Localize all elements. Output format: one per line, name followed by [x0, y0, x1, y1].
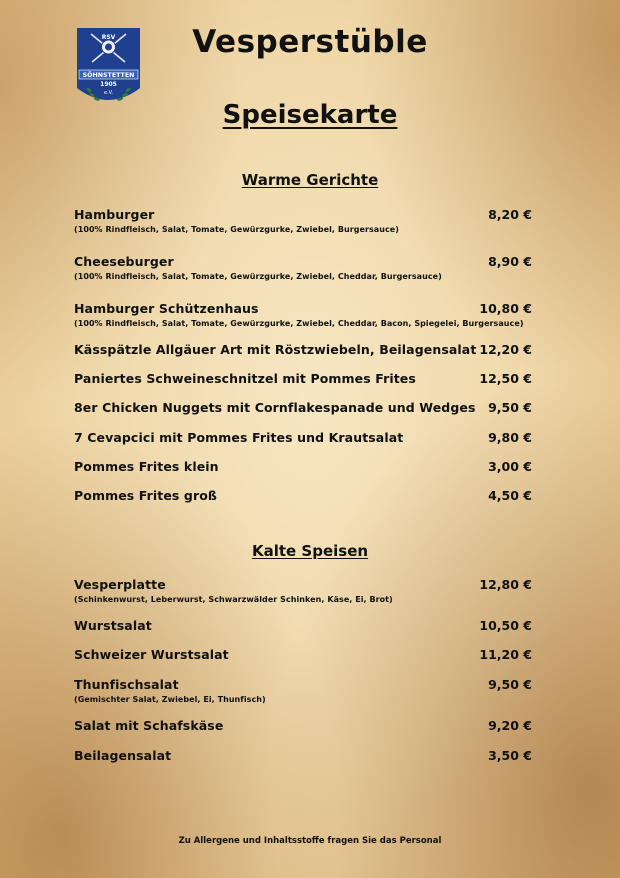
menu-item-price: 9,50 €: [488, 677, 532, 692]
menu-item-price: 12,80 €: [479, 577, 532, 592]
menu-item: [74, 618, 532, 633]
menu-item-description: (100% Rindfleisch, Salat, Tomate, Gewürzgurke, Zwiebel, Cheddar, Bacon, Spiegelei, Burgersauce): [74, 319, 524, 328]
menu-item-description: (Gemischter Salat, Zwiebel, Ei, Thunfisch): [74, 695, 266, 704]
menu-item: [74, 254, 532, 281]
menu-item-name: Wurstsalat: [74, 618, 152, 633]
menu-item: [74, 459, 532, 474]
menu-item: [74, 748, 532, 763]
menu-item-name: 7 Cevapcici mit Pommes Frites und Krautsalat: [74, 430, 404, 445]
menu-item-name: Beilagensalat: [74, 748, 172, 763]
logo-suffix: e.V.: [103, 90, 114, 96]
menu-item-name: Schweizer Wurstsalat: [74, 647, 229, 662]
menu-item: [74, 371, 532, 386]
menu-item-price: 3,00 €: [488, 459, 532, 474]
menu-item-name: Thunfischsalat: [74, 677, 179, 692]
menu-item: [74, 207, 532, 234]
menu-item: [74, 301, 532, 328]
logo-name: SÖHNSTETTEN: [82, 72, 135, 79]
section-title-warm: Warme Gerichte: [241, 171, 379, 189]
menu-item-name: Pommes Frites klein: [74, 459, 219, 474]
menu-item: [74, 647, 532, 662]
menu-item-name: Hamburger: [74, 207, 155, 222]
menu-item: [74, 677, 532, 704]
menu-item-name: Cheeseburger: [74, 254, 174, 269]
menu-item-name: Paniertes Schweineschnitzel mit Pommes Frites: [74, 371, 416, 386]
menu-item-price: 3,50 €: [488, 748, 532, 763]
menu-item-name: Kässpätzle Allgäuer Art mit Röstzwiebeln, Beilagensalat: [74, 342, 477, 357]
menu-item-price: 8,20 €: [488, 207, 532, 222]
logo-top-text: RSV: [101, 34, 116, 41]
menu-item-price: 4,50 €: [488, 488, 532, 503]
menu-item-description: (100% Rindfleisch, Salat, Tomate, Gewürzgurke, Zwiebel, Cheddar, Burgersauce): [74, 272, 442, 281]
menu-item-description: (Schinkenwurst, Leberwurst, Schwarzwälder Schinken, Käse, Ei, Brot): [74, 595, 393, 604]
menu-subtitle: Speisekarte: [222, 100, 398, 130]
menu-item-name: Vesperplatte: [74, 577, 166, 592]
menu-item-price: 12,20 €: [479, 342, 532, 357]
menu-item-description: (100% Rindfleisch, Salat, Tomate, Gewürzgurke, Zwiebel, Burgersauce): [74, 225, 399, 234]
menu-item: [74, 400, 532, 415]
menu-item-name: 8er Chicken Nuggets mit Cornflakespanade und Wedges: [74, 400, 476, 415]
menu-item-name: Salat mit Schafskäse: [74, 718, 224, 733]
menu-item-name: Hamburger Schützenhaus: [74, 301, 259, 316]
menu-item-price: 9,20 €: [488, 718, 532, 733]
menu-item: [74, 718, 532, 733]
logo-year: 1905: [100, 81, 117, 88]
menu-item-price: 12,50 €: [479, 371, 532, 386]
menu-item-price: 10,50 €: [479, 618, 532, 633]
menu-item-price: 9,50 €: [488, 400, 532, 415]
menu-item-price: 11,20 €: [479, 647, 532, 662]
allergen-note: Zu Allergene und Inhaltsstoffe fragen Sie das Personal: [178, 836, 442, 846]
menu-item: [74, 430, 532, 445]
page-title: Vesperstüble: [192, 24, 428, 60]
menu-item-price: 9,80 €: [488, 430, 532, 445]
section-title-cold: Kalte Speisen: [251, 542, 369, 560]
menu-item: [74, 488, 532, 503]
menu-item-price: 8,90 €: [488, 254, 532, 269]
menu-item-name: Pommes Frites groß: [74, 488, 217, 503]
menu-item: [74, 342, 532, 357]
menu-item-price: 10,80 €: [479, 301, 532, 316]
menu-item: [74, 577, 532, 604]
